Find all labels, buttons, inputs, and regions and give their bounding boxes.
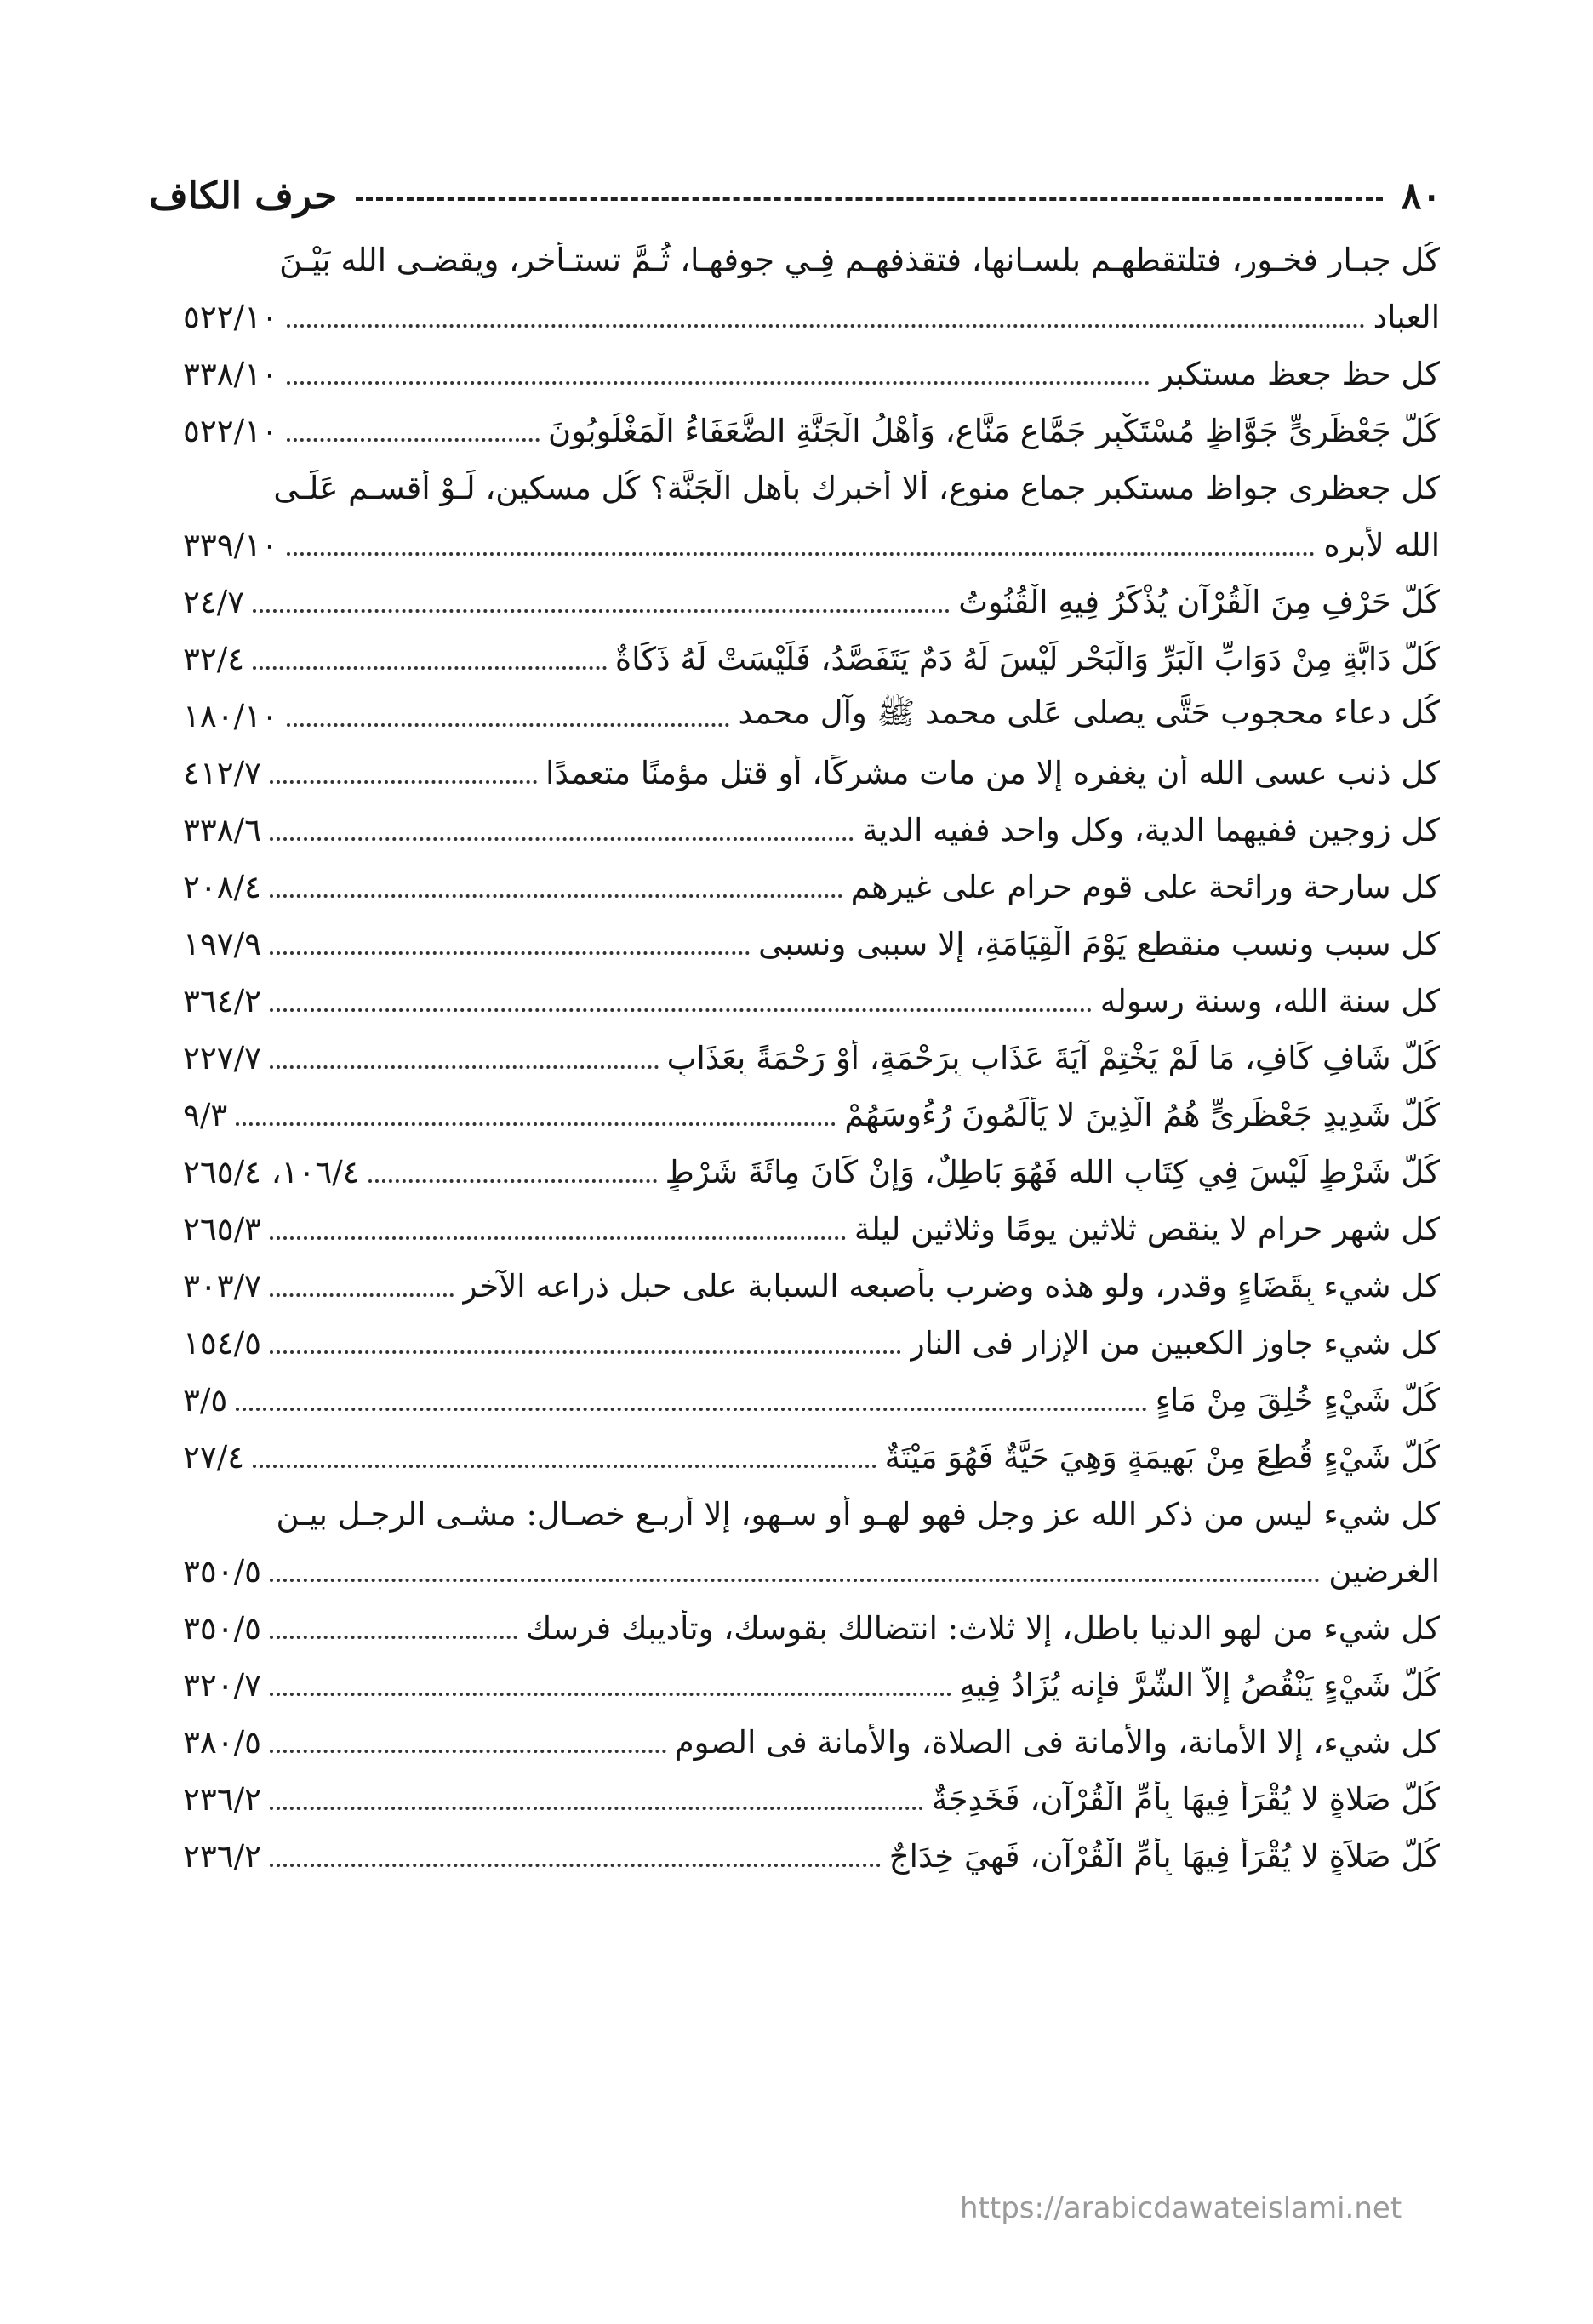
hadith-index-list [183,231,1440,1885]
entry-text: الله لأبره [1323,527,1440,563]
entry-line [183,288,1440,345]
dotted-leader [368,1179,657,1183]
entry-text: كُل جبـار فخـور، فتلتقطهـم بلسـانها، فتقذفهـم فِـي جوفهـا، ثُـمَّ تستـأخر، ويقضـى الله بَيْـنَ [279,242,1440,278]
index-entry [183,574,1440,631]
dotted-leader [270,1807,923,1810]
entry-text: العباد [1373,299,1440,335]
entry-line [183,973,1440,1030]
volume-page-reference: ٢٣٦/٢ [183,1838,261,1875]
entry-line [183,1600,1440,1657]
entry-text: كُلُّ شَيْءٍ خُلِقَ مِنْ مَاءٍ [1155,1382,1440,1419]
index-entry [183,916,1440,973]
dotted-leader [287,381,1150,385]
entry-line [183,231,1440,288]
entry-text: كُل دعاء محجوب حَتَّى يصلى عَلى محمد ﷺ وآل محمد [738,694,1440,731]
dotted-leader [236,1408,1146,1411]
volume-page-reference: ٢٣٦/٢ [183,1781,261,1818]
volume-page-reference: ١٠٦/٤، ٢٦٥/٤ [183,1154,360,1191]
entry-text: كُلُّ صَلاةٍ لا يُقْرَأُ فِيهَا بِأُمِّ الْقُرْآنِ، فَخَدِجَةٌ [931,1781,1440,1818]
entry-text: كل شيء ليس من ذكر الله عز وجل فهو لهـو أو سـهو، إلا أربـع خصـال: مشـى الرجـل بيـن [276,1496,1440,1533]
entry-line [183,1087,1440,1144]
index-entry [183,345,1440,403]
entry-text: كُلُّ جَعْظَرِىٍّ جَوَّاظٍ مُسْتَكْبِرٍ جَمَّاعٍ مَنَّاعٍ، وَأَهْلُ الْجَنَّةِ الضُّعَفَاءُ الْمَغْلُوبُونَ [547,413,1440,449]
dotted-leader [270,1236,846,1240]
entry-text: كُلُّ شَافٍ كَافٍ، مَا لَمْ يَخْتِمْ آيَةَ عَذَابٍ بِرَحْمَةٍ، أَوْ رَحْمَةً بِعَذَابٍ [666,1040,1440,1076]
entry-line [183,1201,1440,1258]
index-entry [183,745,1440,802]
entry-text: كُلُّ شَيْءٍ قُطِعَ مِنْ بَهِيمَةٍ وَهِيَ حَيَّةٌ فَهُوَ مَيْتَةٌ [884,1439,1440,1476]
entry-text: كل شيء من لهو الدنيا باطل، إلا ثلاث: انتضالك بقوسك، وتأديبك فرسك [525,1610,1440,1647]
entry-line [183,859,1440,916]
dotted-leader [270,1693,951,1696]
entry-line [183,916,1440,973]
volume-page-reference: ٣٢٠/٧ [183,1667,261,1704]
entry-line [183,802,1440,859]
index-entry [183,1030,1440,1087]
dotted-leader [270,1750,666,1753]
index-entry [183,1372,1440,1429]
index-entry [183,460,1440,574]
entry-line [183,403,1440,460]
index-entry [183,1771,1440,1828]
entry-line [183,1429,1440,1486]
index-entry [183,1486,1440,1600]
volume-page-reference: ١٥٤/٥ [183,1325,261,1362]
entry-text: كل سارحة ورائحة على قوم حرام على غيرهم [850,869,1440,905]
dotted-leader [270,837,854,841]
index-entry [183,1657,1440,1714]
dotted-leader [270,1350,901,1354]
dotted-leader [270,1008,1092,1012]
volume-page-reference: ١٨٠/١٠ [183,698,278,734]
volume-page-reference: ٣٢/٤ [183,641,245,677]
volume-page-reference: ٢٢٧/٧ [183,1040,261,1076]
dotted-leader [287,438,540,442]
entry-text: كل شيء بِقَضَاءٍ وقدر، ولو هذه وضرب بأصبعه السبابة على حبل ذراعه الآخر [461,1268,1440,1305]
dotted-leader [270,1579,1320,1582]
entry-text: كل زوجين ففيهما الدية، وكل واحد ففيه الدية [862,812,1440,848]
index-entry [183,1828,1440,1885]
entry-text: كل حظ جعظ مستكبر [1158,356,1440,392]
entry-text: كُلُّ صَلاَةٍ لا يُقْرَأُ فِيهَا بِأُمِّ الْقُرْآنِ، فَهِيَ خِدَاجٌ [888,1838,1440,1875]
index-entry [183,1144,1440,1201]
entry-text: كُلُّ شَرْطٍ لَيْسَ فِي كِتَابِ الله فَهُوَ بَاطِلٌ، وَإِنْ كَانَ مِائَةَ شَرْطٍ [665,1154,1440,1191]
index-entry [183,631,1440,688]
index-entry [183,973,1440,1030]
entry-line [183,1771,1440,1828]
index-entry [183,1315,1440,1372]
dotted-leader [270,780,537,784]
entry-text: الغرضين [1328,1553,1440,1590]
index-entry [183,1258,1440,1315]
entry-line [183,574,1440,631]
entry-line [183,745,1440,802]
entry-line [183,1543,1440,1600]
entry-line [183,345,1440,403]
volume-page-reference: ٣/٥ [183,1382,228,1419]
entry-line [183,1657,1440,1714]
entry-line [183,1714,1440,1771]
volume-page-reference: ٣٣٨/٦ [183,812,261,848]
dotted-leader [253,609,950,613]
dotted-leader [270,894,842,898]
entry-line [183,688,1440,745]
index-entry [183,1201,1440,1258]
volume-page-reference: ١٩٧/٩ [183,926,261,962]
volume-page-reference: ٥٢٢/١٠ [183,299,278,335]
page-header [149,162,1442,230]
dotted-leader [287,723,730,727]
index-entry [183,859,1440,916]
volume-page-reference: ٣٥٠/٥ [183,1610,261,1647]
entry-text: كُلُّ حَرْفٍ مِنَ الْقُرْآنِ يُذْكَرُ فِيهِ الْقُنُوتُ [958,584,1440,620]
index-entry [183,1429,1440,1486]
dotted-leader [270,1065,659,1069]
entry-line [183,1486,1440,1543]
entry-text: كل سبب ونسب منقطع يَوْمَ الْقِيَامَةِ، إلا سببى ونسبى [758,926,1440,962]
watermark-url: https://arabicdawateislami.net [960,2191,1402,2225]
volume-page-reference: ٢٦٥/٣ [183,1211,261,1248]
entry-line [183,1144,1440,1201]
volume-page-reference: ٣٠٣/٧ [183,1268,261,1305]
volume-page-reference: ٢٧/٤ [183,1439,245,1476]
volume-page-reference: ٥٢٢/١٠ [183,413,278,449]
volume-page-reference: ٣٣٨/١٠ [183,356,278,392]
entry-line [183,1258,1440,1315]
volume-page-reference: ٣٣٩/١٠ [183,527,278,563]
entry-text: كل ذنب عسى الله أن يغفره إلا من مات مشركًا، أو قتل مؤمنًا متعمدًا [545,755,1440,791]
dotted-leader [253,1465,876,1468]
volume-page-reference: ٣٥٠/٥ [183,1553,261,1590]
index-entry [183,688,1440,745]
index-entry [183,1600,1440,1657]
entry-text: كل شيء جاوز الكعبين من الإزار فى النار [909,1325,1440,1362]
header-dashed-rule [356,197,1382,201]
page-number: ٨٠ [1401,174,1442,218]
volume-page-reference: ٢٠٨/٤ [183,869,261,905]
entry-text: كل شهر حرام لا ينقص ثلاثين يومًا وثلاثين ليلة [854,1211,1440,1248]
volume-page-reference: ٩/٣ [183,1097,228,1133]
entry-text: كل جعظرى جواظ مستكبر جماع منوع، ألا أخبرك بأهل الْجَنَّة؟ كُل مسكين، لَـوْ أقسـم عَلَـى [273,470,1440,506]
dotted-leader [253,666,607,670]
entry-line [183,517,1440,574]
entry-text: كل سنة الله، وسنة رسوله [1099,983,1440,1019]
index-entry [183,231,1440,345]
dotted-leader [287,324,1365,328]
entry-line [183,1372,1440,1429]
index-entry [183,1714,1440,1771]
volume-page-reference: ٣٦٤/٢ [183,983,261,1019]
entry-line [183,631,1440,688]
dotted-leader [236,1122,836,1126]
entry-line [183,460,1440,517]
volume-page-reference: ٤١٢/٧ [183,755,261,791]
entry-line [183,1828,1440,1885]
dotted-leader [270,1636,517,1639]
index-entry [183,802,1440,859]
index-entry [183,403,1440,460]
entry-text: كُلُّ دَابَّةٍ مِنْ دَوَابِّ الْبَرِّ وَالْبَحْرِ لَيْسَ لَهُ دَمٌ يَتَفَصَّدُ، فَلَيْسَتْ لَهُ ذَكَاةٌ [614,641,1440,677]
volume-page-reference: ٢٤/٧ [183,584,245,620]
dotted-leader [270,951,750,955]
dotted-leader [270,1864,881,1867]
volume-page-reference: ٣٨٠/٥ [183,1724,261,1761]
entry-line [183,1030,1440,1087]
entry-line [183,1315,1440,1372]
dotted-leader [287,552,1316,556]
entry-text: كُلُّ شَيْءٍ يَنْقُصُ إِلاَّ الشَّرَّ فإنه يُزَادُ فِيهِ [959,1667,1440,1704]
index-entry [183,1087,1440,1144]
dotted-leader [270,1293,454,1297]
entry-text: كل شيء، إلا الأمانة، والأمانة فى الصلاة، والأمانة فى الصوم [674,1724,1440,1761]
section-title: حرف الكاف [149,174,338,218]
entry-text: كُلُّ شَدِيدٍ جَعْظَرِىٍّ هُمُ الَّذِينَ لا يَأْلَمُونَ رُءُوسَهُمْ [844,1097,1440,1133]
